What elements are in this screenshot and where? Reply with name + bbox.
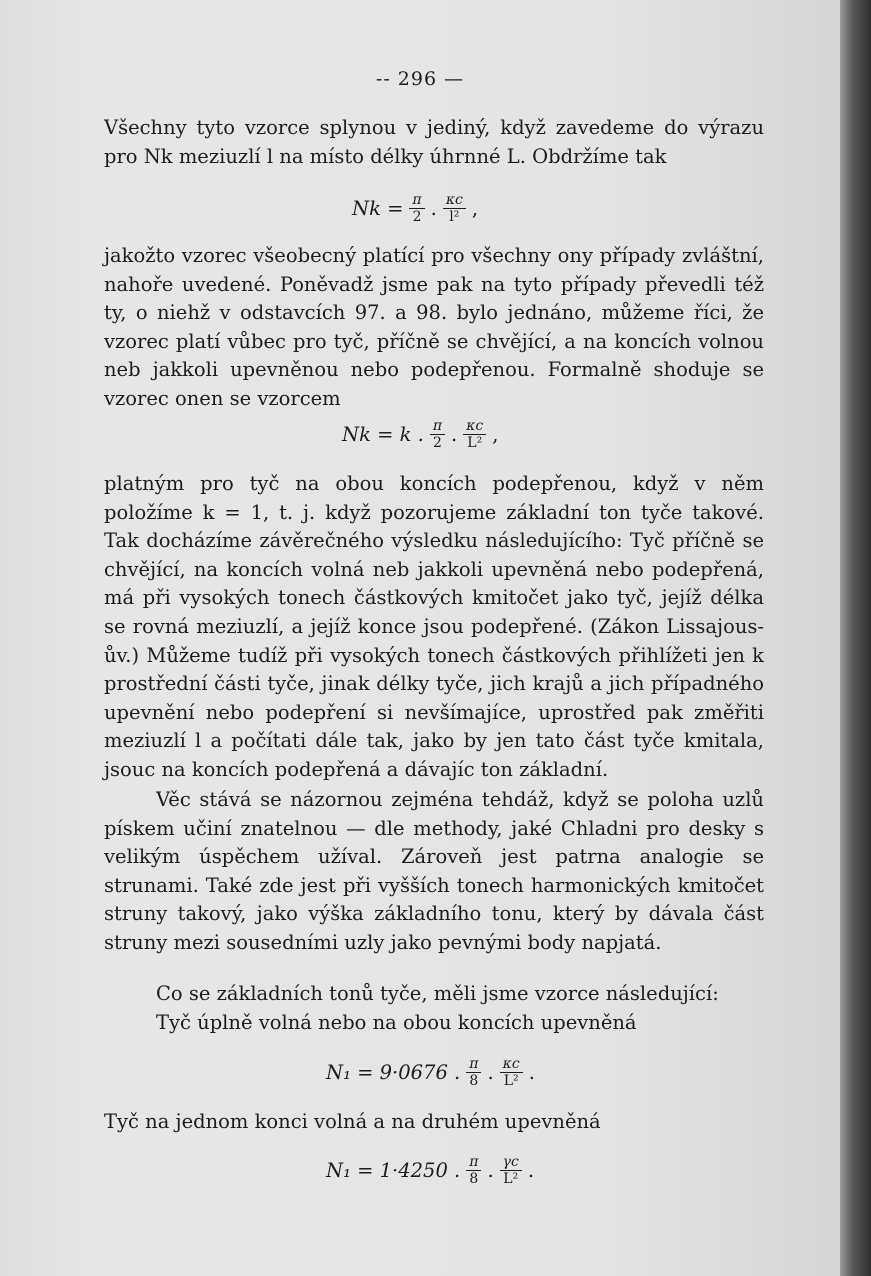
formula-4-frac-2 (500, 1154, 522, 1187)
paragraph-7: Tyč na jednom konci volná a na druhém upevněná (104, 1110, 601, 1133)
formula-3-lhs: N₁ = 9·0676 . (326, 1061, 461, 1084)
paragraph-5-block (104, 980, 764, 1037)
formula-3-frac-2-num: κc (500, 1056, 523, 1073)
paragraph-5: Co se základních tonů tyče, měli jsme vzorce následující: (156, 982, 719, 1005)
formula-2-frac-1-num: π (430, 418, 445, 435)
formula-1 (352, 192, 478, 225)
formula-4-dot: . (487, 1159, 494, 1182)
formula-4-frac-2-den: L² (503, 1171, 519, 1187)
paragraph-3-block (104, 470, 764, 785)
formula-3-tail: . (528, 1061, 535, 1084)
formula-2-frac-1-den: 2 (432, 435, 442, 451)
book-gutter-shadow (840, 0, 871, 1276)
formula-1-lhs: Nk = (352, 197, 404, 220)
formula-1-frac-2 (443, 192, 466, 225)
formula-2-frac-1 (430, 418, 445, 451)
formula-2-frac-2-den: L² (467, 435, 483, 451)
formula-2 (342, 418, 498, 451)
formula-4-frac-1 (466, 1154, 481, 1187)
paragraph-7-block (104, 1108, 764, 1137)
formula-2-tail: , (492, 423, 499, 446)
paragraph-2-block (104, 242, 764, 414)
formula-4-frac-1-num: π (466, 1154, 481, 1171)
formula-4 (326, 1154, 534, 1187)
formula-1-tail: , (471, 197, 479, 220)
paragraph-2: jakožto vzorec všeobecný platící pro všechny ony případy zvláštní, nahoře uvedené. Poněvadž jsme pak na tyto případy převedli též ty, o niehž v odstavcích 97. a 98. bylo jednáno, můžeme říci, že vzorec platí vůbec pro tyč, příčně se chvějící, a na koncích volnou neb jakkoli upevněnou nebo podepřenou. Formalně shoduje se vzorec onen se vzorcem (104, 244, 764, 410)
formula-1-dot: . (430, 197, 437, 220)
page-number: -- 296 — (375, 68, 465, 90)
formula-4-frac-2-num: γc (500, 1154, 522, 1171)
formula-2-frac-2 (463, 418, 486, 451)
formula-1-frac-2-den: l² (449, 209, 460, 225)
formula-3-frac-1-num: π (466, 1056, 481, 1073)
paragraph-1-block (104, 114, 764, 171)
formula-3 (326, 1056, 535, 1089)
paragraph-1: Všechny tyto vzorce splynou v jediný, když zavedeme do výrazu pro Nk meziuzlí l na místo délky úhrnné L. Obdržíme tak (104, 116, 764, 168)
formula-1-frac-2-num: κc (443, 192, 466, 209)
formula-4-lhs: N₁ = 1·4250 . (326, 1159, 461, 1182)
formula-2-lhs: Nk = k . (342, 423, 424, 446)
paragraph-4-block (104, 786, 764, 958)
paragraph-6: Tyč úplně volná nebo na obou koncích upevněná (156, 1010, 637, 1034)
formula-4-frac-1-den: 8 (469, 1171, 479, 1187)
formula-2-dot: . (451, 423, 458, 446)
formula-3-dot: . (487, 1061, 494, 1084)
formula-2-frac-2-num: κc (463, 418, 486, 435)
formula-1-frac-1 (409, 192, 424, 225)
formula-3-frac-1 (466, 1056, 481, 1089)
formula-1-frac-1-num: π (409, 192, 424, 209)
formula-3-frac-2 (500, 1056, 523, 1089)
formula-3-frac-1-den: 8 (469, 1073, 479, 1089)
formula-4-tail: . (527, 1159, 535, 1182)
paragraph-4: Věc stává se názornou zejména tehdáž, když se poloha uzlů pískem učiní znatelnou — dle methody, jaké Chladni pro desky s velikým úspěchem užíval. Zároveň jest patrna analogie se strunami. Také zde jest při vyšších tonech harmonických kmitočet struny takový, jako výška základního tonu, který by dávala část struny mezi sousedními uzly jako pevnými body napjatá. (104, 788, 764, 954)
formula-3-frac-2-den: L² (503, 1073, 519, 1089)
formula-1-frac-1-den: 2 (412, 209, 422, 225)
paragraph-3: platným pro tyč na obou koncích podepřenou, když v něm položíme k = 1, t. j. když pozorujeme základní ton tyče takové. Tak docházíme závěrečného výsledku následujícího: Tyč příčně se chvějící, na koncích volná neb jakkoli upevněná nebo podepřená, má při vysokých tonech částkových kmitočet jako tyč, jejíž délka se rovná meziuzlí, a jejíž konce jsou podepřené. (Zákon Lissajous-ův.) Můžeme tudíž při vysokých tonech částkových přihlížeti jen k prostřední části tyče, jinak délky tyče, jich krajů a jich případného upevnění nebo podepření si nevšímajíce, uprostřed pak změřiti meziuzlí l a počítati dále tak, jako by jen tato část tyče kmitala, jsouc na koncích podepřená a dávajíc ton základní. (104, 472, 764, 781)
